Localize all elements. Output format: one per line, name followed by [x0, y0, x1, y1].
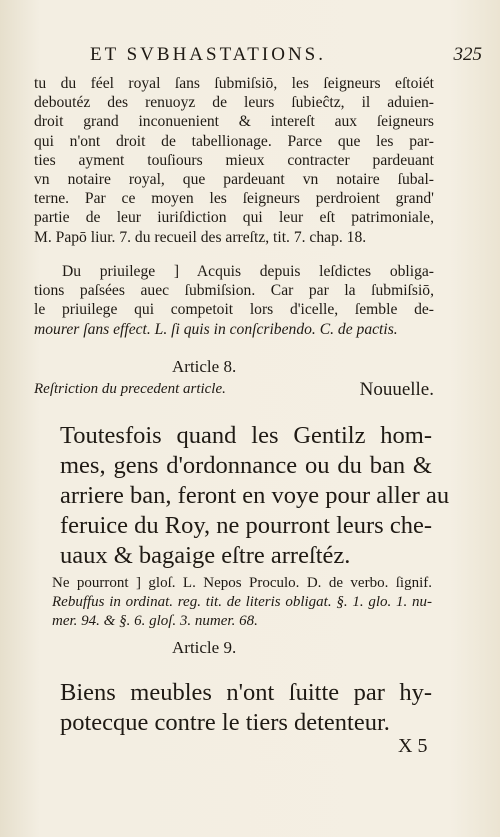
gloss-line: Ne pourront ] gloſ. L. Nepos Proculo. D. de verbo. ſignif.	[52, 575, 432, 591]
text-line: droit grand inconuenient & intereſt aux ſeigneurs	[34, 113, 434, 131]
article-line: Toutesfois quand les Gentilz hom-	[60, 422, 432, 449]
margin-note: Nouuelle.	[359, 379, 434, 400]
article-subheading-row	[34, 381, 434, 403]
page-header	[90, 44, 482, 70]
gloss-line: le priuilege qui competoit lors d'icelle, ſemble de-	[34, 301, 434, 319]
gloss-paragraph	[52, 574, 432, 631]
article-line: feruice du Roy, ne pourront leurs che-	[60, 512, 432, 539]
text-line: M. Papō liur. 7. du recueil des arreſtz, tit. 7. chap. 18.	[34, 228, 367, 246]
page-number: 325	[453, 44, 482, 65]
running-title: ET SVBHASTATIONS.	[90, 44, 326, 65]
article-heading: Article 9.	[172, 638, 237, 657]
text-line: ties ayment touſiours mieux contracter pardeuant	[34, 151, 434, 169]
gloss-paragraph	[34, 262, 434, 339]
article-heading: Article 8.	[172, 357, 237, 376]
text-line: terne. Par ce moyen les ſeigneurs perdroient grand'	[34, 190, 434, 208]
article-line: uaux & bagaige eſtre arreſtéz.	[60, 542, 351, 569]
text-line: tu du féel royal ſans ſubmiſsiō, les ſeigneurs eſtoiét	[34, 75, 434, 92]
paragraph-continuation	[34, 74, 434, 247]
article-text	[60, 678, 432, 738]
article-line: potecque contre le tiers detenteur.	[60, 709, 390, 736]
article-line: Biens meubles n'ont ſuitte par hy-	[60, 679, 432, 706]
signature-mark: X 5	[398, 735, 428, 757]
gloss-line: Du priuilege ] Acquis depuis leſdictes obliga-	[62, 263, 434, 280]
gloss-line: tions paſsées auec ſubmiſsion. Car par la ſubmiſsiō,	[34, 282, 434, 300]
text-line: qui n'ont droit de tabellionage. Parce que les par-	[34, 132, 434, 150]
gloss-line: Rebuffus in ordinat. reg. tit. de literis obligat. §. 1. glo. 1. nu-	[52, 594, 432, 610]
article-line: mes, gens d'ordonnance ou du ban &	[60, 452, 432, 479]
article-text	[60, 421, 450, 571]
article-subheading: Reſtriction du precedent article.	[34, 381, 226, 397]
text-line: vn notaire royal, que pardeuant vn notaire ſubal-	[34, 171, 434, 189]
gloss-line: mourer ſans effect. L. ſi quis in conſcribendo. C. de pactis.	[34, 320, 398, 338]
text-line: deboutéz des renuoyz de leurs ſubieĉtz, il aduien-	[34, 94, 434, 112]
article-line: arriere ban, feront en voye pour aller au	[60, 482, 450, 509]
gloss-line: mer. 94. & §. 6. gloſ. 3. numer. 68.	[52, 613, 258, 629]
text-line: partie de leur iuriſdiction qui leur eſt patrimoniale,	[34, 209, 434, 227]
